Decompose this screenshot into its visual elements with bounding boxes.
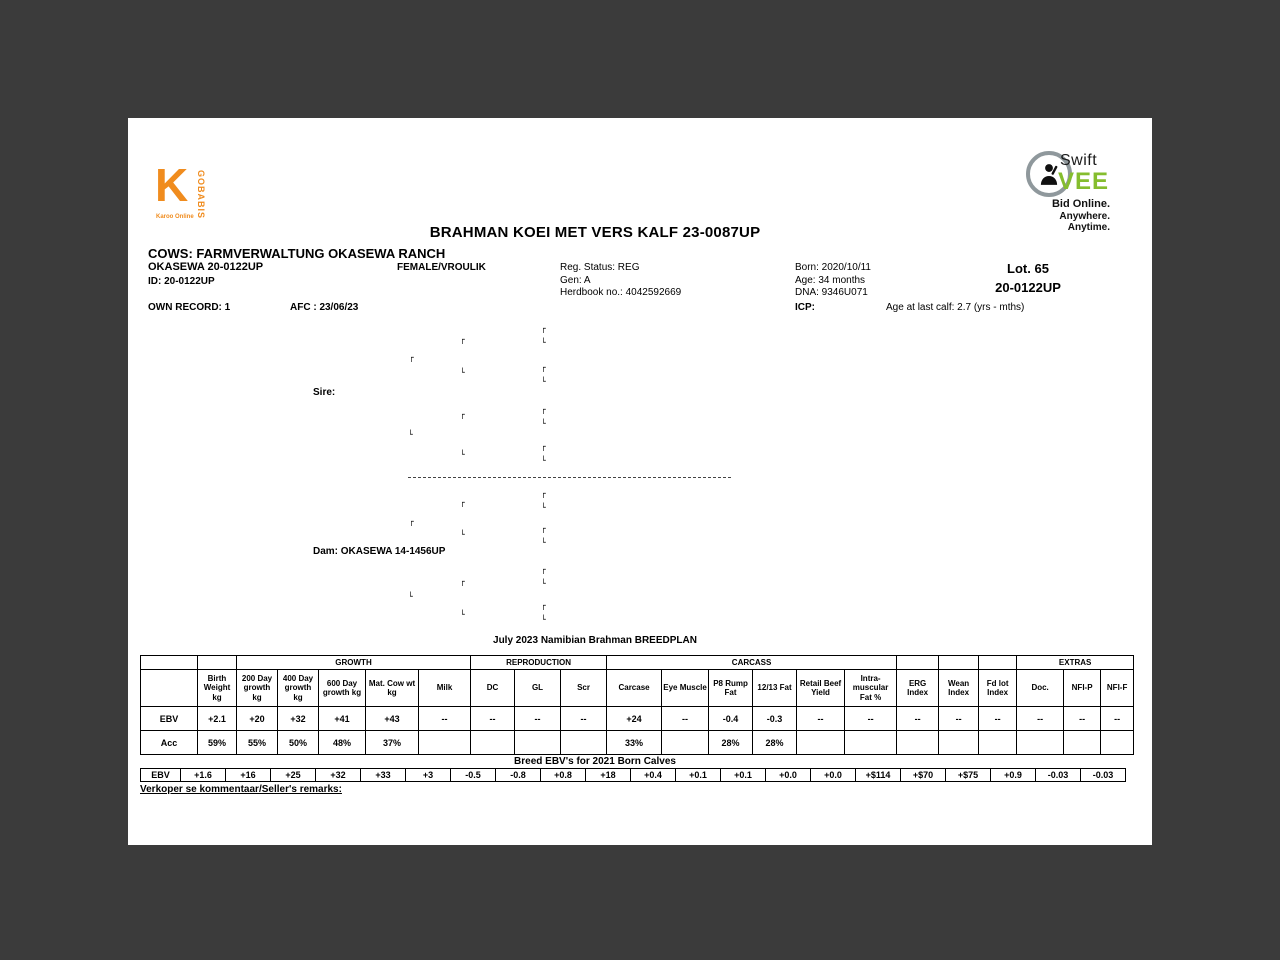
pedigree-bracket: └ xyxy=(541,503,546,512)
trait-group-header xyxy=(939,656,979,670)
reg-status: Reg. Status: REG xyxy=(560,262,640,273)
breed-ebv-value-cell: +25 xyxy=(271,769,316,782)
acc-value-cell xyxy=(939,731,979,755)
dna-number: DNA: 9346U071 xyxy=(795,287,868,298)
breed-row-label: EBV xyxy=(141,769,181,782)
ebv-value-cell: +32 xyxy=(278,707,319,731)
own-record: OWN RECORD: 1 xyxy=(148,302,231,313)
pedigree-bracket: ┌ xyxy=(541,324,546,333)
ebv-value-cell: -0.4 xyxy=(709,707,753,731)
breed-ebv-value-cell: -0.03 xyxy=(1081,769,1126,782)
trait-column-header: 200 Day growth kg xyxy=(237,670,278,707)
trait-column-header: Eye Muscle xyxy=(662,670,709,707)
tagline-bid-online: Bid Online. xyxy=(1051,198,1110,210)
k-logo-city-label: GOBABIS xyxy=(196,170,206,220)
acc-value-cell xyxy=(1017,731,1064,755)
animal-id: ID: 20-0122UP xyxy=(148,276,215,287)
ebv-value-cell: -- xyxy=(845,707,897,731)
tagline-anytime: Anytime. xyxy=(1067,222,1110,234)
trait-column-header: Doc. xyxy=(1017,670,1064,707)
animal-age: Age: 34 months xyxy=(795,275,866,286)
trait-group-header: EXTRAS xyxy=(1017,656,1134,670)
ebv-value-cell: +20 xyxy=(237,707,278,731)
acc-value-cell: 50% xyxy=(278,731,319,755)
ebv-value-cell: +24 xyxy=(607,707,662,731)
pedigree-bracket: ┌ xyxy=(460,577,465,586)
pedigree-bracket: └ xyxy=(541,419,546,428)
pedigree-bracket: └ xyxy=(541,579,546,588)
breed-ebv-value-cell: -0.03 xyxy=(1036,769,1081,782)
acc-value-cell: 28% xyxy=(753,731,797,755)
herdbook-number: Herdbook no.: 4042592669 xyxy=(560,287,682,298)
animal-name: OKASEWA 20-0122UP xyxy=(148,261,264,273)
ebv-value-cell: -- xyxy=(419,707,471,731)
pedigree-bracket: └ xyxy=(541,377,546,386)
k-logo-mark: K xyxy=(155,159,189,211)
animal-sex: FEMALE/VROULIK xyxy=(397,262,486,273)
pedigree-bracket: ┌ xyxy=(460,410,465,419)
swiftvee-vee-text: VEE xyxy=(1058,168,1110,195)
ebv-value-cell: -- xyxy=(1017,707,1064,731)
acc-value-cell xyxy=(662,731,709,755)
acc-value-cell: 28% xyxy=(709,731,753,755)
trait-group-header xyxy=(979,656,1017,670)
acc-value-cell xyxy=(1101,731,1134,755)
trait-column-header: Milk xyxy=(419,670,471,707)
acc-value-cell xyxy=(419,731,471,755)
pedigree-bracket: └ xyxy=(408,592,413,601)
pedigree-bracket: ┌ xyxy=(460,498,465,507)
born-date: Born: 2020/10/11 xyxy=(795,262,871,273)
breed-ebv-value-cell: +0.9 xyxy=(991,769,1036,782)
pedigree-bracket: └ xyxy=(408,430,413,439)
ebv-value-cell: -- xyxy=(979,707,1017,731)
pedigree-bracket: └ xyxy=(460,450,465,459)
trait-column-header: ERG Index xyxy=(897,670,939,707)
acc-value-cell: 59% xyxy=(198,731,237,755)
trait-column-header: DC xyxy=(471,670,515,707)
pedigree-bracket: └ xyxy=(541,456,546,465)
age-at-last-calf: Age at last calf: 2.7 (yrs - mths) xyxy=(886,302,1025,313)
acc-value-cell xyxy=(979,731,1017,755)
pedigree-bracket: ┌ xyxy=(409,517,414,526)
trait-column-header: Carcase xyxy=(607,670,662,707)
acc-value-cell xyxy=(561,731,607,755)
ebv-value-cell: -- xyxy=(515,707,561,731)
breed-ebv-value-cell: +$75 xyxy=(946,769,991,782)
breed-ebv-title: Breed EBV's for 2021 Born Calves xyxy=(514,756,676,767)
acc-value-cell xyxy=(897,731,939,755)
breedplan-title: July 2023 Namibian Brahman BREEDPLAN xyxy=(493,635,697,646)
pedigree-bracket: ┌ xyxy=(541,405,546,414)
trait-group-header: REPRODUCTION xyxy=(471,656,607,670)
trait-column-header: GL xyxy=(515,670,561,707)
pedigree-bracket: ┌ xyxy=(541,489,546,498)
breed-ebv-value-cell: -0.8 xyxy=(496,769,541,782)
gen-code: Gen: A xyxy=(560,275,591,286)
trait-group-header xyxy=(141,656,198,670)
pedigree-bracket: └ xyxy=(541,538,546,547)
acc-value-cell xyxy=(515,731,561,755)
trait-column-header: Retail Beef Yield xyxy=(797,670,845,707)
trait-column-header: P8 Rump Fat xyxy=(709,670,753,707)
trait-column-header: Scr xyxy=(561,670,607,707)
lot-animal-id: 20-0122UP xyxy=(995,280,1061,295)
acc-value-cell: 37% xyxy=(366,731,419,755)
pedigree-bracket: └ xyxy=(460,368,465,377)
ebv-value-cell: -- xyxy=(662,707,709,731)
breed-ebv-value-cell: +18 xyxy=(586,769,631,782)
ebv-value-cell: -- xyxy=(471,707,515,731)
trait-group-header xyxy=(897,656,939,670)
ebv-value-cell: +41 xyxy=(319,707,366,731)
ebv-value-cell: -- xyxy=(897,707,939,731)
lot-number: Lot. 65 xyxy=(1007,261,1049,276)
pedigree-bracket: └ xyxy=(541,615,546,624)
trait-column-header: Birth Weight kg xyxy=(198,670,237,707)
trait-column-header: Wean Index xyxy=(939,670,979,707)
pedigree-bracket: ┌ xyxy=(409,353,414,362)
trait-column-header: 400 Day growth kg xyxy=(278,670,319,707)
trait-group-header: CARCASS xyxy=(607,656,897,670)
breed-ebv-value-cell: +3 xyxy=(406,769,451,782)
trait-column-header: NFI-P xyxy=(1064,670,1101,707)
acc-value-cell: 33% xyxy=(607,731,662,755)
ebv-value-cell: +43 xyxy=(366,707,419,731)
breed-ebv-value-cell: +$70 xyxy=(901,769,946,782)
acc-value-cell xyxy=(1064,731,1101,755)
breed-ebv-value-cell: +$114 xyxy=(856,769,901,782)
pedigree-bracket: ┌ xyxy=(460,335,465,344)
ebv-value-cell: -0.3 xyxy=(753,707,797,731)
trait-column-header: Mat. Cow wt kg xyxy=(366,670,419,707)
trait-column-header: 600 Day growth kg xyxy=(319,670,366,707)
pedigree-bracket: ┌ xyxy=(541,565,546,574)
swiftvee-swift-text: Swift xyxy=(1060,152,1098,169)
row-label: EBV xyxy=(141,707,198,731)
catalog-page xyxy=(128,118,1152,845)
breed-ebv-value-cell: +0.4 xyxy=(631,769,676,782)
breed-ebv-value-cell: +0.8 xyxy=(541,769,586,782)
page-title: BRAHMAN KOEI MET VERS KALF 23-0087UP xyxy=(429,224,761,241)
breed-ebv-value-cell: +1.6 xyxy=(181,769,226,782)
breed-ebv-value-cell: +33 xyxy=(361,769,406,782)
breed-ebv-value-cell: +16 xyxy=(226,769,271,782)
pedigree-separator xyxy=(408,477,731,478)
pedigree-bracket: └ xyxy=(460,610,465,619)
ebv-value-cell: -- xyxy=(561,707,607,731)
herd-title: COWS: FARMVERWALTUNG OKASEWA RANCH xyxy=(148,246,446,261)
trait-column-header: Fd lot Index xyxy=(979,670,1017,707)
pedigree-bracket: └ xyxy=(541,338,546,347)
ebv-value-cell: -- xyxy=(939,707,979,731)
ebv-value-cell: -- xyxy=(1101,707,1134,731)
afc-value: AFC : 23/06/23 xyxy=(290,302,359,313)
acc-value-cell: 55% xyxy=(237,731,278,755)
breed-ebv-table xyxy=(140,768,1126,782)
seller-remarks-label: Verkoper se kommentaar/Seller's remarks: xyxy=(140,784,342,795)
trait-group-header: GROWTH xyxy=(237,656,471,670)
trait-group-header xyxy=(198,656,237,670)
breed-ebv-value-cell: +0.0 xyxy=(811,769,856,782)
icp-label: ICP: xyxy=(795,302,815,313)
acc-value-cell xyxy=(471,731,515,755)
pedigree-bracket: ┌ xyxy=(541,601,546,610)
pedigree-bracket: ┌ xyxy=(541,363,546,372)
trait-column-header: Intra-muscular Fat % xyxy=(845,670,897,707)
breed-ebv-value-cell: +0.0 xyxy=(766,769,811,782)
row-label-header xyxy=(141,670,198,707)
breed-ebv-value-cell: -0.5 xyxy=(451,769,496,782)
trait-column-header: NFI-F xyxy=(1101,670,1134,707)
dam-label: Dam: OKASEWA 14-1456UP xyxy=(313,546,446,557)
ebv-value-cell: -- xyxy=(797,707,845,731)
breed-ebv-value-cell: +32 xyxy=(316,769,361,782)
acc-value-cell xyxy=(797,731,845,755)
pedigree-bracket: ┌ xyxy=(541,442,546,451)
row-label: Acc xyxy=(141,731,198,755)
pedigree-bracket: ┌ xyxy=(541,524,546,533)
trait-column-header: 12/13 Fat xyxy=(753,670,797,707)
ebv-value-cell: -- xyxy=(1064,707,1101,731)
breed-ebv-value-cell: +0.1 xyxy=(676,769,721,782)
tagline-anywhere: Anywhere. xyxy=(1059,210,1110,222)
acc-value-cell: 48% xyxy=(319,731,366,755)
sire-label: Sire: xyxy=(313,387,336,398)
acc-value-cell xyxy=(845,731,897,755)
k-logo-subtext: Karoo Online xyxy=(156,214,194,220)
breedplan-table xyxy=(140,655,1134,755)
pedigree-bracket: └ xyxy=(460,530,465,539)
ebv-value-cell: +2.1 xyxy=(198,707,237,731)
breed-ebv-value-cell: +0.1 xyxy=(721,769,766,782)
